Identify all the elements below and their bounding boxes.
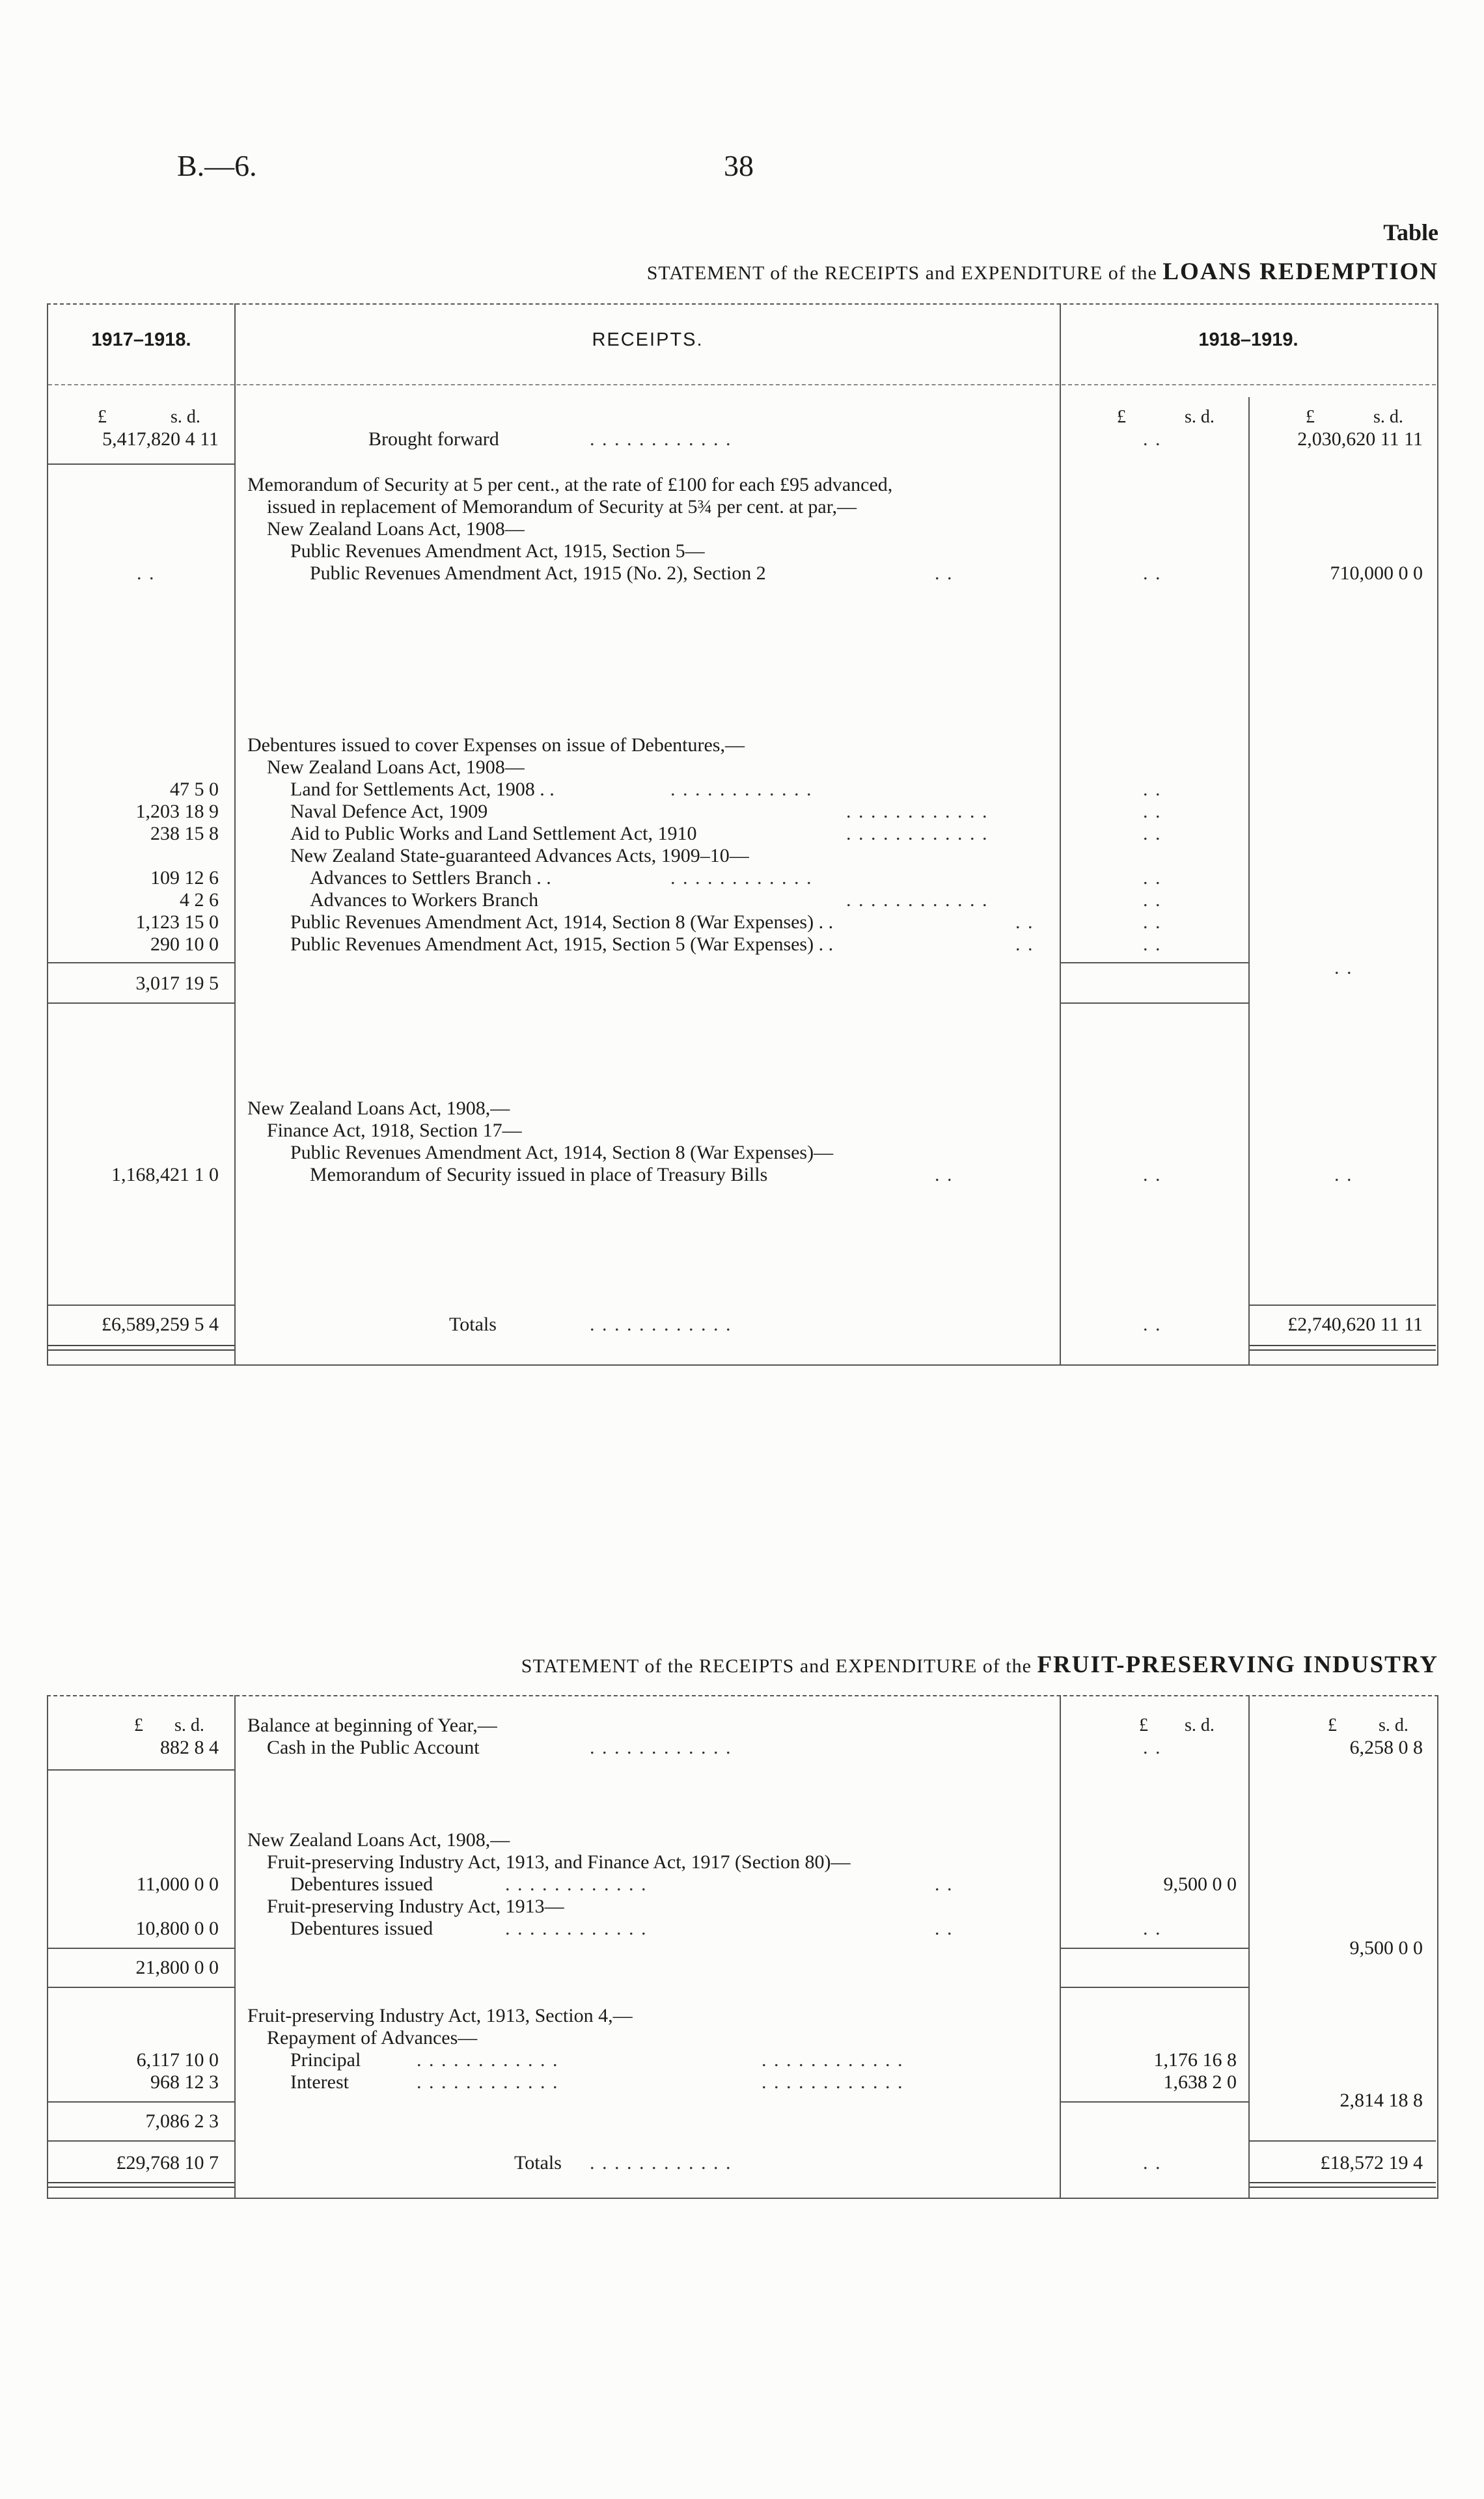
loans-finance-line-4: Memorandum of Security issued in place of Treasury Bills (310, 1164, 768, 1185)
loans-totals-left-rule (48, 1305, 234, 1306)
fruit-col-divider-2 (1060, 1695, 1061, 2198)
fruit-loans-mid-rule (1061, 1948, 1248, 1949)
loans-deb-item-2-left: 1,203 18 9 (135, 801, 219, 822)
fruit-loans-mid-dots-2: . . (1143, 1918, 1162, 1939)
loans-totals-dots: . . . . . . . . . . . . (590, 1314, 732, 1335)
loans-totals-label: Totals (449, 1314, 497, 1335)
loans-deb-mid-dots-1: . . (1143, 779, 1162, 800)
loans-brought-forward-right: 2,030,620 11 11 (1297, 428, 1423, 450)
loans-totals-right: £2,740,620 11 11 (1287, 1314, 1423, 1335)
fruit-loans-left-rule (48, 1948, 234, 1949)
loans-totals-left: £6,589,259 5 4 (102, 1314, 219, 1335)
loans-deb-item-8-label: Public Revenues Amendment Act, 1915, Section 5 (War Expenses) . . (290, 933, 834, 955)
fruit-title-bold: FRUIT-PRESERVING INDUSTRY (1037, 1651, 1438, 1678)
loans-col-head-receipts: RECEIPTS. (592, 329, 704, 350)
fruit-loans-subtotal: 21,800 0 0 (135, 1957, 219, 1978)
loans-bf-dots: . . . . . . . . . . . . (590, 428, 732, 450)
fruit-loans-subtotal-rule (48, 1987, 234, 1988)
loans-col-divider-1 (234, 303, 236, 1364)
fruit-repay-left-rule (48, 2101, 234, 2103)
fruit-repay-principal-left: 6,117 10 0 (136, 2049, 219, 2071)
fruit-col-divider-3 (1248, 1695, 1250, 2198)
loans-title-prefix: STATEMENT of the RECEIPTS and EXPENDITURE of the (646, 262, 1157, 284)
loans-deb-mid-rule (1061, 962, 1248, 963)
loans-deb-mid-dots-7: . . (1143, 911, 1162, 933)
fruit-totals-right: £18,572 19 4 (1320, 2152, 1423, 2174)
loans-deb-mid-dots-3: . . (1143, 823, 1162, 844)
fruit-statement-title (521, 1651, 1438, 1679)
fruit-col-divider-1 (234, 1695, 236, 2198)
loans-deb-dots-5: . . . . . . . . . . . . (670, 867, 813, 889)
loans-deb-dots-8: . . (1015, 933, 1034, 955)
document-reference: B.—6. (177, 149, 257, 182)
loans-deb-dots-1: . . . . . . . . . . . . (670, 779, 813, 800)
fruit-repay-right: 2,814 18 8 (1340, 2090, 1423, 2111)
fruit-repay-principal-dots: . . . . . . . . . . . . (417, 2049, 559, 2071)
loans-mid-sd-unit: s. d. (1185, 407, 1215, 427)
loans-finance-dots: . . (935, 1164, 954, 1185)
loans-finance-line-2: Finance Act, 1918, Section 17— (267, 1120, 522, 1141)
fruit-loans-line-5: Debentures issued (290, 1918, 433, 1939)
fruit-loans-line-2: Fruit-preserving Industry Act, 1913, and Finance Act, 1917 (Section 80)— (267, 1851, 851, 1873)
loans-deb-item-5-label: Advances to Settlers Branch . . (310, 867, 551, 889)
table-label: Table (1383, 219, 1438, 245)
fruit-loans-left-2: 10,800 0 0 (135, 1918, 219, 1939)
fruit-repay-interest-dots: . . . . . . . . . . . . (417, 2071, 559, 2093)
fruit-repay-principal-dots-b: . . . . . . . . . . . . (762, 2049, 904, 2071)
fruit-repay-line-2: Repayment of Advances— (267, 2027, 478, 2049)
loans-brought-forward-label: Brought forward (368, 428, 499, 450)
fruit-balance-rule (48, 1769, 234, 1771)
fruit-balance-mid-dots: . . (1143, 1737, 1162, 1758)
fruit-left-sd-unit: s. d. (174, 1715, 204, 1735)
fruit-repay-interest-label: Interest (290, 2071, 349, 2093)
loans-memo-right-value: 710,000 0 0 (1330, 562, 1423, 584)
loans-deb-left-rule (48, 962, 234, 963)
fruit-repay-principal-mid: 1,176 16 8 (1153, 2049, 1237, 2071)
loans-statement-title (647, 258, 1438, 286)
fruit-totals-left: £29,768 10 7 (116, 2152, 219, 2174)
loans-left-sd-unit: s. d. (171, 407, 200, 427)
loans-memo-line-5: Public Revenues Amendment Act, 1915 (No. 2), Section 2 (310, 562, 766, 584)
loans-col-head-1917: 1917–1918. (91, 329, 191, 350)
loans-brought-forward-left: 5,417,820 4 11 (102, 428, 219, 450)
loans-col-head-1918: 1918–1919. (1198, 329, 1298, 350)
fruit-totals-mid-dots: . . (1143, 2152, 1162, 2174)
loans-memo-mid-dots: . . (1143, 562, 1162, 584)
loans-col-divider-2 (1060, 303, 1061, 1364)
fruit-loans-dots-2b: . . (935, 1918, 954, 1939)
fruit-balance-dots: . . . . . . . . . . . . (590, 1737, 732, 1758)
loans-finance-mid-dots: . . (1143, 1164, 1162, 1185)
loans-bf-rule (48, 463, 234, 465)
loans-deb-item-3-left: 238 15 8 (150, 823, 219, 844)
loans-finance-line-3: Public Revenues Amendment Act, 1914, Section 8 (War Expenses)— (290, 1142, 834, 1163)
loans-finance-right-dots: . . (1334, 1164, 1353, 1185)
fruit-loans-line-3: Debentures issued (290, 1873, 433, 1895)
loans-right-sd-unit: s. d. (1373, 407, 1403, 427)
fruit-title-prefix: STATEMENT of the RECEIPTS and EXPENDITURE of the (521, 1655, 1032, 1677)
loans-deb-item-3-label: Aid to Public Works and Land Settlement Act, 1910 (290, 823, 697, 844)
fruit-loans-dots-1: . . . . . . . . . . . . (505, 1873, 648, 1895)
loans-deb-item-7-label: Public Revenues Amendment Act, 1914, Section 8 (War Expenses) . . (290, 911, 834, 933)
loans-deb-subtotal: 3,017 19 5 (135, 973, 219, 994)
loans-totals-mid-dots: . . (1143, 1314, 1162, 1335)
fruit-mid-sd-unit: s. d. (1185, 1715, 1215, 1735)
loans-deb-subtotal-rule (48, 1002, 234, 1004)
fruit-loans-dots-2: . . . . . . . . . . . . (505, 1918, 648, 1939)
loans-mid-pound-unit: £ (1117, 407, 1126, 427)
fruit-totals-label: Totals (514, 2152, 562, 2174)
fruit-loans-mid-1: 9,500 0 0 (1163, 1873, 1237, 1895)
fruit-loans-dots-1b: . . (935, 1873, 954, 1895)
fruit-balance-label: Balance at beginning of Year,— (247, 1715, 497, 1736)
fruit-table-frame (47, 1695, 1438, 2199)
fruit-loans-left-1: 11,000 0 0 (136, 1873, 219, 1895)
fruit-loans-line-1: New Zealand Loans Act, 1908,— (247, 1829, 510, 1851)
loans-deb-item-4-label: New Zealand State-guaranteed Advances Acts, 1909–10— (290, 845, 749, 866)
loans-memo-line-1: Memorandum of Security at 5 per cent., at the rate of £100 for each £95 advanced, (247, 474, 893, 495)
loans-col-divider-3 (1248, 397, 1250, 1364)
loans-header-rule (48, 384, 1436, 385)
loans-memo-line-3: New Zealand Loans Act, 1908— (267, 518, 525, 540)
fruit-totals-right-double-rule (1250, 2182, 1436, 2188)
loans-right-pound-unit: £ (1306, 407, 1315, 427)
loans-deb-dots-6: . . . . . . . . . . . . (846, 889, 989, 911)
fruit-balance-right: 6,258 0 8 (1349, 1737, 1423, 1758)
loans-debentures-heading: Debentures issued to cover Expenses on issue of Debentures,— (247, 734, 745, 756)
loans-title-bold: LOANS REDEMPTION (1162, 258, 1438, 285)
loans-deb-item-2-label: Naval Defence Act, 1909 (290, 801, 488, 822)
loans-deb-item-1-left: 47 5 0 (170, 779, 219, 800)
fruit-totals-left-double-rule (48, 2182, 234, 2188)
loans-deb-item-7-left: 1,123 15 0 (135, 911, 219, 933)
fruit-loans-line-4: Fruit-preserving Industry Act, 1913— (267, 1896, 564, 1917)
loans-memo-left-dots: . . (137, 562, 156, 584)
fruit-repay-principal-label: Principal (290, 2049, 361, 2071)
loans-deb-item-6-left: 4 2 6 (180, 889, 219, 911)
loans-memo-line-4: Public Revenues Amendment Act, 1915, Section 5— (290, 540, 705, 562)
fruit-repay-subtotal-rule (48, 2140, 234, 2142)
fruit-repay-interest-dots-b: . . . . . . . . . . . . (762, 2071, 904, 2093)
loans-deb-mid-dots-2: . . (1143, 801, 1162, 822)
loans-left-pound-unit: £ (98, 407, 107, 427)
loans-finance-line-1: New Zealand Loans Act, 1908,— (247, 1098, 510, 1119)
loans-deb-item-8-left: 290 10 0 (150, 933, 219, 955)
fruit-left-pound-unit: £ (134, 1715, 143, 1735)
loans-deb-item-6-label: Advances to Workers Branch (310, 889, 539, 911)
loans-deb-mid-dots-6: . . (1143, 889, 1162, 911)
fruit-balance-sub: Cash in the Public Account (267, 1737, 480, 1758)
loans-table-frame (47, 303, 1438, 1366)
fruit-repay-mid-rule (1061, 2101, 1248, 2103)
loans-deb-item-5-left: 109 12 6 (150, 867, 219, 889)
fruit-repay-interest-mid: 1,638 2 0 (1163, 2071, 1237, 2093)
loans-totals-right-rule (1250, 1305, 1436, 1306)
loans-totals-right-double-rule (1250, 1345, 1436, 1351)
loans-finance-left-value: 1,168,421 1 0 (111, 1164, 219, 1185)
fruit-mid-pound-unit: £ (1139, 1715, 1148, 1735)
fruit-loans-right: 9,500 0 0 (1349, 1937, 1423, 1959)
fruit-balance-left: 882 8 4 (160, 1737, 219, 1758)
loans-deb-mid-subtotal-rule (1061, 1002, 1248, 1004)
loans-memo-dots: . . (935, 562, 954, 584)
loans-deb-right-dots: . . (1334, 957, 1353, 978)
loans-debentures-sub: New Zealand Loans Act, 1908— (267, 756, 525, 778)
loans-memo-line-2: issued in replacement of Memorandum of Security at 5¾ per cent. at par,— (267, 496, 857, 518)
loans-deb-mid-dots-8: . . (1143, 933, 1162, 955)
loans-deb-dots-3: . . . . . . . . . . . . (846, 823, 989, 844)
fruit-repay-right-rule (1250, 2140, 1436, 2142)
loans-bf-mid-dots: . . (1143, 428, 1162, 450)
fruit-right-pound-unit: £ (1328, 1715, 1337, 1735)
loans-totals-left-double-rule (48, 1345, 234, 1351)
fruit-repay-subtotal: 7,086 2 3 (145, 2110, 219, 2132)
loans-deb-item-1-label: Land for Settlements Act, 1908 . . (290, 779, 555, 800)
page-number: 38 (724, 149, 754, 182)
fruit-repay-interest-left: 968 12 3 (150, 2071, 219, 2093)
fruit-repay-line-1: Fruit-preserving Industry Act, 1913, Section 4,— (247, 2005, 633, 2026)
fruit-totals-dots: . . . . . . . . . . . . (590, 2152, 732, 2174)
fruit-right-sd-unit: s. d. (1379, 1715, 1408, 1735)
loans-deb-dots-2: . . . . . . . . . . . . (846, 801, 989, 822)
loans-deb-mid-dots-5: . . (1143, 867, 1162, 889)
fruit-loans-mid-subtotal-rule (1061, 1987, 1248, 1988)
loans-deb-dots-7: . . (1015, 911, 1034, 933)
